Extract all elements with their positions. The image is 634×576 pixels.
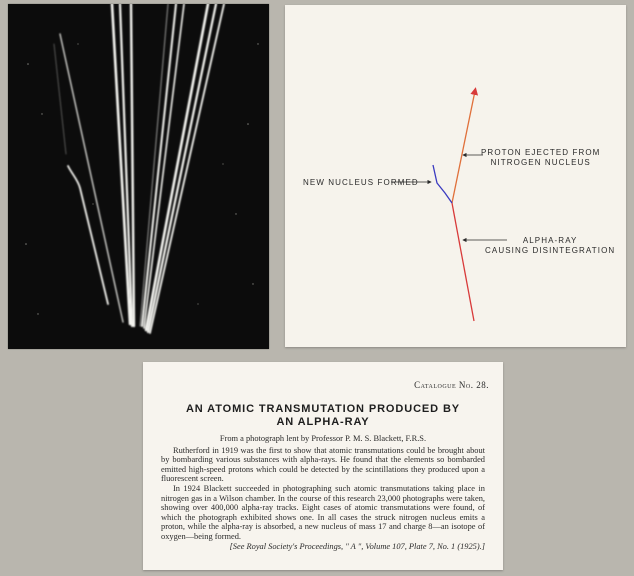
speckles — [25, 43, 259, 314]
track-diagram-card — [285, 5, 626, 347]
track-diagram — [285, 5, 626, 347]
label-new-nucleus: NEW NUCLEUS FORMED — [303, 178, 419, 187]
label-alpha-ray: ALPHA-RAY CAUSING DISINTEGRATION — [485, 236, 616, 255]
caption-card — [143, 362, 503, 570]
label-proton-ejected: PROTON EJECTED FROM NITROGEN NUCLEUS — [481, 148, 601, 167]
tracks — [54, 4, 224, 333]
alpha-ray-tracks-image — [8, 4, 269, 349]
paragraph-blackett: In 1924 Blackett succeeded in photographing such atomic transmutations taking place in nitrogen gas in a Wilson chamber. In the course of this research 23,000 photographs were taken, showing over 400,000 alpha-ray tracks. Eight cases of atomic transmutations were found, of which the photograph exhibited shows one. In all cases the struck nitrogen nucleus emits a proton, while the alpha-ray is absorbed, a new nucleus of mass 17 and charge 8—an isotope of oxygen—being formed. — [161, 483, 485, 541]
alpha-ray-track — [452, 203, 474, 321]
proton-track — [452, 91, 475, 203]
photo-credit: From a photograph lent by Professor P. M. S. Blackett, F.R.S. — [219, 434, 427, 443]
new-nucleus-track — [433, 165, 452, 203]
paragraph-rutherford: Rutherford in 1919 was the first to show that atomic transmutations could be brought about by bombarding various substances with alpha-rays. He found that the elements so bombarded emitted high-speed protons which could be detected by the scintillations they produced upon a fluorescent screen. — [161, 445, 485, 484]
reference-note: [See Royal Society's Proceedings, " A ", Volume 107, Plate 7, No. 1 (1925).] — [229, 541, 485, 551]
cloud-chamber-photo — [8, 4, 269, 349]
caption-body — [161, 434, 485, 551]
catalogue-number: Catalogue No. 28. — [414, 380, 489, 390]
caption-title: AN ATOMIC TRANSMUTATION PRODUCED BY AN ALPHA-RAY — [185, 403, 461, 428]
